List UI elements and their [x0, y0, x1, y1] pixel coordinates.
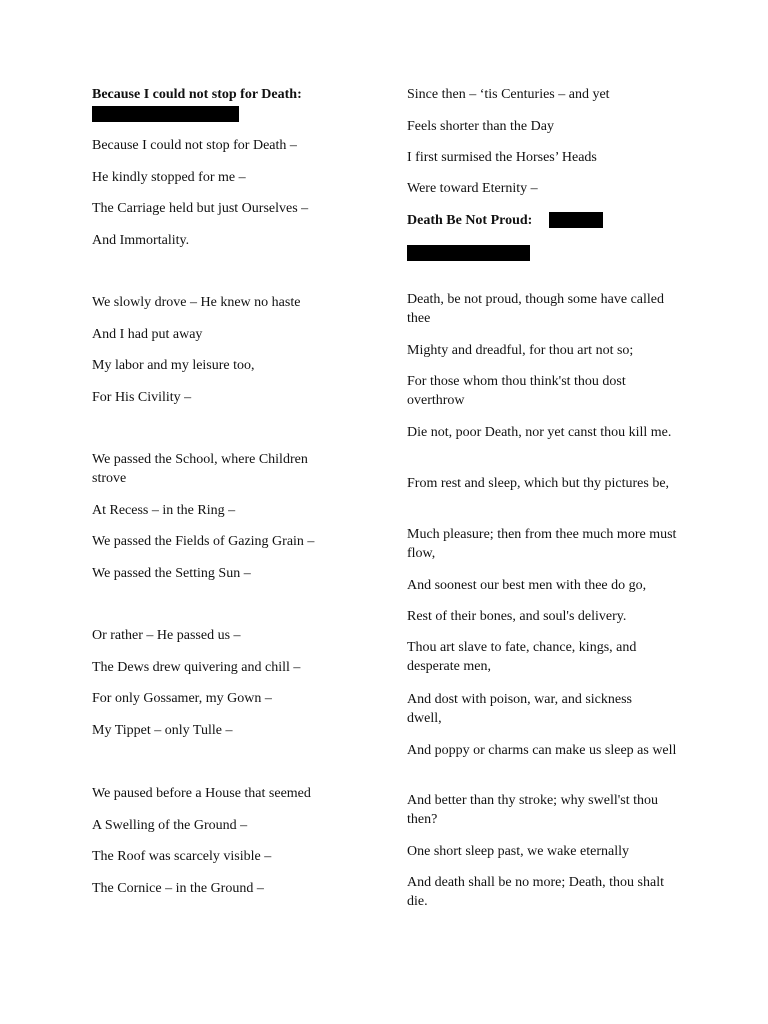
- poem1-line: And I had put away: [92, 327, 203, 342]
- poem1-line: Or rather – He passed us –: [92, 628, 241, 643]
- poem1-line: We slowly drove – He knew no haste: [92, 295, 301, 310]
- poem1-line: My Tippet – only Tulle –: [92, 723, 233, 738]
- poem2-line: And death shall be no more; Death, thou shalt die.: [407, 875, 664, 909]
- poem1-line: We paused before a House that seemed: [92, 786, 311, 801]
- poem2-line: Thou art slave to fate, chance, kings, and desperate men,: [407, 640, 637, 674]
- poem1-line: My labor and my leisure too,: [92, 358, 255, 373]
- poem1-line: He kindly stopped for me –: [92, 170, 246, 185]
- poem1-line: I first surmised the Horses’ Heads: [407, 150, 597, 165]
- poem1-line: For only Gossamer, my Gown –: [92, 691, 272, 706]
- poem2-line: Rest of their bones, and soul's delivery.: [407, 609, 627, 624]
- redaction-bar: [92, 106, 239, 122]
- poem1-line: A Swelling of the Ground –: [92, 818, 248, 833]
- poem2-line: For those whom thou think'st thou dost overthrow: [407, 374, 626, 408]
- poem2-line: And poppy or charms can make us sleep as well: [407, 743, 677, 758]
- poem2-line: And better than thy stroke; why swell'st thou then?: [407, 793, 658, 827]
- poem1-line: Were toward Eternity –: [407, 181, 538, 196]
- poem1-line: And Immortality.: [92, 233, 190, 248]
- poem2-line: Die not, poor Death, nor yet canst thou kill me.: [407, 425, 672, 440]
- poem2-line: One short sleep past, we wake eternally: [407, 844, 629, 859]
- poem1-line: We passed the Fields of Gazing Grain –: [92, 534, 315, 549]
- poem2-line: Much pleasure; then from thee much more must flow,: [407, 527, 677, 561]
- poem1-line: Feels shorter than the Day: [407, 119, 554, 134]
- poem1-line: Because I could not stop for Death –: [92, 138, 297, 153]
- poem1-line: The Dews drew quivering and chill –: [92, 660, 301, 675]
- poem1-title: Because I could not stop for Death:: [92, 87, 302, 102]
- poem2-line: From rest and sleep, which but thy pictures be,: [407, 476, 670, 491]
- poem1-line: The Cornice – in the Ground –: [92, 881, 264, 896]
- poem2-title: Death Be Not Proud:: [407, 213, 533, 228]
- poem2-line: And soonest our best men with thee do go,: [407, 578, 647, 593]
- poem1-line: At Recess – in the Ring –: [92, 503, 236, 518]
- poem2-line: Death, be not proud, though some have called thee: [407, 292, 664, 326]
- poem1-line: The Roof was scarcely visible –: [92, 849, 272, 864]
- redaction-bar: [549, 212, 603, 228]
- poem1-line: We passed the Setting Sun –: [92, 566, 251, 581]
- poem2-line: Mighty and dreadful, for thou art not so;: [407, 343, 634, 358]
- poem1-line: Since then – ‘tis Centuries – and yet: [407, 87, 610, 102]
- poem1-line: We passed the School, where Children strove: [92, 452, 308, 486]
- redaction-bar: [407, 245, 530, 261]
- poem1-line: The Carriage held but just Ourselves –: [92, 201, 309, 216]
- poem2-line: And dost with poison, war, and sickness dwell,: [407, 692, 632, 726]
- poem1-line: For His Civility –: [92, 390, 192, 405]
